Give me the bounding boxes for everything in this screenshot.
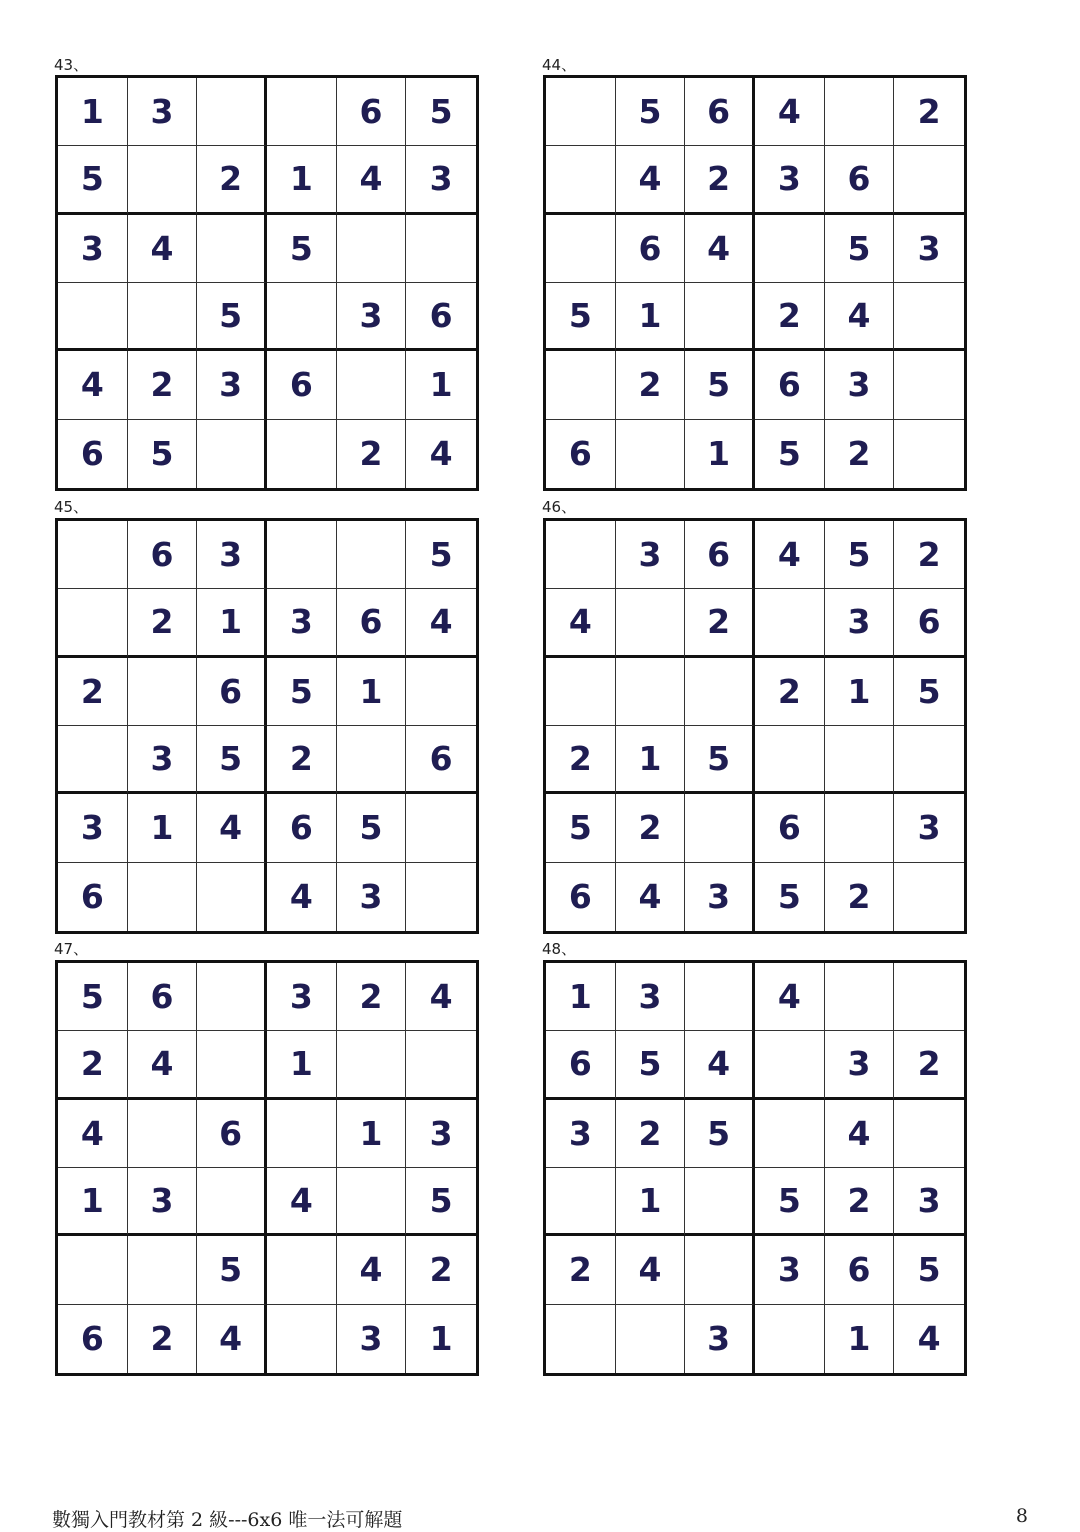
grid-cell	[755, 1100, 825, 1168]
grid-cell	[337, 215, 407, 283]
grid-cell: 2	[755, 283, 825, 351]
grid-cell: 1	[58, 78, 128, 146]
grid-cell: 3	[128, 78, 198, 146]
grid-cell: 4	[917, 1319, 941, 1359]
grid-cell: 3	[406, 1100, 476, 1168]
grid-cell	[894, 351, 964, 419]
grid-cell: 2	[825, 420, 895, 488]
grid-cell	[825, 794, 895, 862]
grid-cell: 3	[825, 589, 895, 657]
grid-cell: 4	[128, 215, 198, 283]
grid-cell	[894, 146, 964, 214]
grid-cell: 3	[337, 1305, 407, 1373]
grid-cell: 6	[128, 521, 198, 589]
grid-cell	[58, 726, 128, 794]
grid-cell: 2	[58, 1031, 128, 1099]
grid-cell	[58, 589, 128, 657]
grid-cell	[546, 351, 616, 419]
grid-cell: 2	[825, 863, 895, 931]
page-number: 8	[1015, 1505, 1028, 1527]
grid-cell: 3	[755, 1236, 825, 1304]
grid-cell: 3	[616, 521, 686, 589]
grid-cell	[546, 521, 616, 589]
grid-cell: 1	[267, 1031, 337, 1099]
grid-cell: 4	[58, 351, 128, 419]
grid-cell: 4	[406, 589, 476, 657]
grid-cell: 2	[685, 589, 755, 657]
grid-cell: 5	[406, 1168, 476, 1236]
sudoku-grid-44	[543, 75, 967, 491]
grid-cell	[267, 521, 337, 589]
grid-cell: 3	[337, 283, 407, 351]
sudoku-grid-46	[543, 518, 967, 934]
grid-cell	[128, 1100, 198, 1168]
grid-cell	[128, 863, 198, 931]
grid-cell: 1	[267, 146, 337, 214]
grid-cell: 5	[616, 78, 686, 146]
grid-cell: 4	[616, 1236, 686, 1304]
grid-cell: 6	[58, 1305, 128, 1373]
sudoku-grid-45	[55, 518, 479, 934]
grid-cell	[337, 1168, 407, 1236]
grid-cell: 2	[58, 658, 128, 726]
grid-cell: 3	[128, 1168, 198, 1236]
grid-cell: 3	[894, 1168, 964, 1236]
sudoku-grid-48	[543, 960, 967, 1376]
grid-cell: 5	[755, 863, 825, 931]
grid-cell: 1	[128, 794, 198, 862]
grid-cell	[755, 215, 825, 283]
grid-cell	[197, 420, 267, 488]
grid-cell	[546, 146, 616, 214]
grid-cell: 3	[894, 794, 964, 862]
grid-cell	[267, 420, 337, 488]
grid-cell	[267, 1305, 337, 1373]
grid-cell	[546, 215, 616, 283]
grid-cell: 2	[128, 351, 198, 419]
grid-cell: 4	[825, 283, 895, 351]
grid-cell: 1	[616, 726, 686, 794]
grid-cell: 1	[685, 420, 755, 488]
grid-cell: 4	[197, 794, 267, 862]
grid-cell	[128, 283, 198, 351]
grid-cell: 4	[755, 963, 825, 1031]
grid-cell	[755, 726, 825, 794]
grid-cell: 2	[616, 1100, 686, 1168]
grid-cell	[546, 1168, 616, 1236]
grid-cell: 5	[685, 351, 755, 419]
grid-cell: 1	[429, 1319, 453, 1359]
grid-cell	[197, 215, 267, 283]
grid-cell: 1	[825, 658, 895, 726]
grid-cell: 4	[406, 963, 476, 1031]
grid-cell: 2	[128, 1305, 198, 1373]
grid-cell	[58, 521, 128, 589]
grid-cell: 2	[894, 78, 964, 146]
grid-cell: 4	[546, 589, 616, 657]
grid-cell: 4	[337, 1236, 407, 1304]
puzzle-label-45: 45、	[54, 498, 89, 516]
grid-cell	[616, 589, 686, 657]
grid-cell: 1	[58, 1168, 128, 1236]
grid-cell	[894, 1100, 964, 1168]
grid-cell: 6	[128, 963, 198, 1031]
grid-cell	[685, 963, 755, 1031]
grid-cell: 1	[197, 589, 267, 657]
grid-cell: 6	[58, 420, 128, 488]
grid-cell: 3	[685, 863, 755, 931]
grid-cell: 4	[685, 1031, 755, 1099]
grid-cell: 5	[406, 521, 476, 589]
grid-cell: 6	[894, 589, 964, 657]
grid-cell: 5	[825, 521, 895, 589]
grid-cell	[546, 78, 616, 146]
grid-cell: 3	[267, 963, 337, 1031]
grid-cell	[616, 1305, 686, 1373]
grid-cell: 2	[894, 1031, 964, 1099]
grid-cell: 6	[58, 863, 128, 931]
grid-cell: 2	[546, 1236, 616, 1304]
grid-cell: 6	[406, 726, 476, 794]
grid-cell: 3	[616, 963, 686, 1031]
grid-cell	[894, 863, 964, 931]
sudoku-grid-43	[55, 75, 479, 491]
grid-cell: 2	[685, 146, 755, 214]
grid-cell: 5	[406, 78, 476, 146]
grid-cell	[58, 283, 128, 351]
grid-cell: 6	[546, 863, 616, 931]
grid-cell: 3	[825, 351, 895, 419]
grid-cell: 3	[894, 215, 964, 283]
grid-cell: 5	[337, 794, 407, 862]
grid-cell: 2	[267, 726, 337, 794]
grid-cell: 6	[755, 351, 825, 419]
grid-cell: 6	[825, 1236, 895, 1304]
grid-cell	[685, 1168, 755, 1236]
grid-cell: 2	[337, 963, 407, 1031]
grid-cell: 6	[616, 215, 686, 283]
grid-cell	[755, 589, 825, 657]
grid-cell: 4	[267, 863, 337, 931]
grid-cell: 5	[197, 1236, 267, 1304]
grid-cell	[406, 1031, 476, 1099]
grid-cell: 2	[616, 794, 686, 862]
grid-cell	[894, 726, 964, 794]
footer-title: 數獨入門教材第 2 級---6x6 唯一法可解題	[52, 1509, 403, 1531]
grid-cell: 6	[546, 1031, 616, 1099]
grid-cell: 3	[337, 863, 407, 931]
grid-cell	[546, 1305, 616, 1373]
grid-cell	[406, 794, 476, 862]
grid-cell	[267, 78, 337, 146]
grid-cell: 3	[58, 215, 128, 283]
grid-cell: 4	[685, 215, 755, 283]
grid-cell: 5	[685, 726, 755, 794]
grid-cell: 4	[58, 1100, 128, 1168]
grid-cell: 4	[755, 78, 825, 146]
puzzle-label-44: 44、	[542, 56, 577, 74]
grid-cell: 2	[406, 1236, 476, 1304]
grid-cell: 5	[755, 1168, 825, 1236]
grid-cell: 2	[337, 420, 407, 488]
grid-cell: 2	[197, 146, 267, 214]
grid-cell: 4	[337, 146, 407, 214]
grid-cell	[755, 1305, 825, 1373]
grid-cell: 4	[616, 146, 686, 214]
sudoku-grid-47	[55, 960, 479, 1376]
grid-cell	[406, 215, 476, 283]
grid-cell: 2	[616, 351, 686, 419]
grid-cell: 5	[58, 963, 128, 1031]
grid-cell	[197, 1168, 267, 1236]
grid-cell	[58, 1236, 128, 1304]
grid-cell: 5	[894, 658, 964, 726]
grid-cell: 6	[267, 351, 337, 419]
grid-cell: 2	[755, 658, 825, 726]
grid-cell: 4	[128, 1031, 198, 1099]
grid-cell	[267, 1100, 337, 1168]
grid-cell: 6	[197, 1100, 267, 1168]
grid-cell	[406, 658, 476, 726]
grid-cell	[337, 1031, 407, 1099]
grid-cell: 5	[755, 420, 825, 488]
puzzle-label-47: 47、	[54, 940, 89, 958]
grid-cell: 1	[546, 963, 616, 1031]
grid-cell	[197, 1031, 267, 1099]
grid-cell: 6	[337, 589, 407, 657]
grid-cell	[685, 1236, 755, 1304]
grid-cell	[337, 726, 407, 794]
grid-cell: 4	[267, 1168, 337, 1236]
grid-cell: 2	[128, 589, 198, 657]
grid-cell: 3	[197, 351, 267, 419]
grid-cell: 1	[616, 283, 686, 351]
grid-cell: 5	[58, 146, 128, 214]
grid-cell: 4	[616, 863, 686, 931]
grid-cell	[197, 78, 267, 146]
grid-cell: 5	[546, 794, 616, 862]
grid-cell: 5	[616, 1031, 686, 1099]
grid-cell: 4	[429, 434, 453, 474]
grid-cell: 1	[616, 1168, 686, 1236]
grid-cell: 3	[755, 146, 825, 214]
grid-cell: 4	[197, 1305, 267, 1373]
grid-cell	[406, 863, 476, 931]
grid-cell: 6	[685, 521, 755, 589]
grid-cell: 2	[546, 726, 616, 794]
grid-cell	[685, 658, 755, 726]
grid-cell: 3	[685, 1305, 755, 1373]
grid-cell	[616, 420, 686, 488]
grid-cell	[894, 420, 964, 488]
grid-cell: 6	[546, 420, 616, 488]
grid-cell: 5	[128, 420, 198, 488]
grid-cell: 5	[267, 215, 337, 283]
grid-cell: 5	[197, 283, 267, 351]
grid-cell: 2	[894, 521, 964, 589]
grid-cell	[825, 726, 895, 794]
grid-cell: 6	[685, 78, 755, 146]
grid-cell	[197, 963, 267, 1031]
grid-cell	[267, 1236, 337, 1304]
puzzle-label-43: 43、	[54, 56, 89, 74]
puzzle-label-46: 46、	[542, 498, 577, 516]
grid-cell: 3	[58, 794, 128, 862]
grid-cell	[267, 283, 337, 351]
grid-cell	[337, 521, 407, 589]
grid-cell: 1	[406, 351, 476, 419]
grid-cell: 3	[197, 521, 267, 589]
grid-cell: 2	[825, 1168, 895, 1236]
grid-cell	[894, 963, 964, 1031]
grid-cell	[825, 963, 895, 1031]
grid-cell: 6	[267, 794, 337, 862]
grid-cell	[685, 283, 755, 351]
grid-cell: 6	[825, 146, 895, 214]
grid-cell: 3	[825, 1031, 895, 1099]
grid-cell: 4	[755, 521, 825, 589]
grid-cell	[128, 1236, 198, 1304]
grid-cell	[894, 283, 964, 351]
grid-cell: 5	[894, 1236, 964, 1304]
grid-cell: 1	[825, 1305, 895, 1373]
grid-cell: 3	[128, 726, 198, 794]
grid-cell: 6	[406, 283, 476, 351]
grid-cell	[128, 658, 198, 726]
puzzle-label-48: 48、	[542, 940, 577, 958]
grid-cell: 5	[685, 1100, 755, 1168]
grid-cell	[685, 794, 755, 862]
grid-cell: 6	[337, 78, 407, 146]
grid-cell: 5	[825, 215, 895, 283]
grid-cell: 6	[197, 658, 267, 726]
grid-cell: 3	[267, 589, 337, 657]
grid-cell: 6	[755, 794, 825, 862]
grid-cell: 3	[546, 1100, 616, 1168]
grid-cell: 5	[267, 658, 337, 726]
grid-cell: 5	[197, 726, 267, 794]
grid-cell	[755, 1031, 825, 1099]
grid-cell	[546, 658, 616, 726]
grid-cell: 4	[825, 1100, 895, 1168]
grid-cell	[337, 351, 407, 419]
grid-cell: 3	[406, 146, 476, 214]
grid-cell	[825, 78, 895, 146]
grid-cell	[616, 658, 686, 726]
grid-cell	[197, 863, 267, 931]
grid-cell	[128, 146, 198, 214]
grid-cell: 1	[337, 658, 407, 726]
grid-cell: 1	[337, 1100, 407, 1168]
grid-cell: 5	[546, 283, 616, 351]
